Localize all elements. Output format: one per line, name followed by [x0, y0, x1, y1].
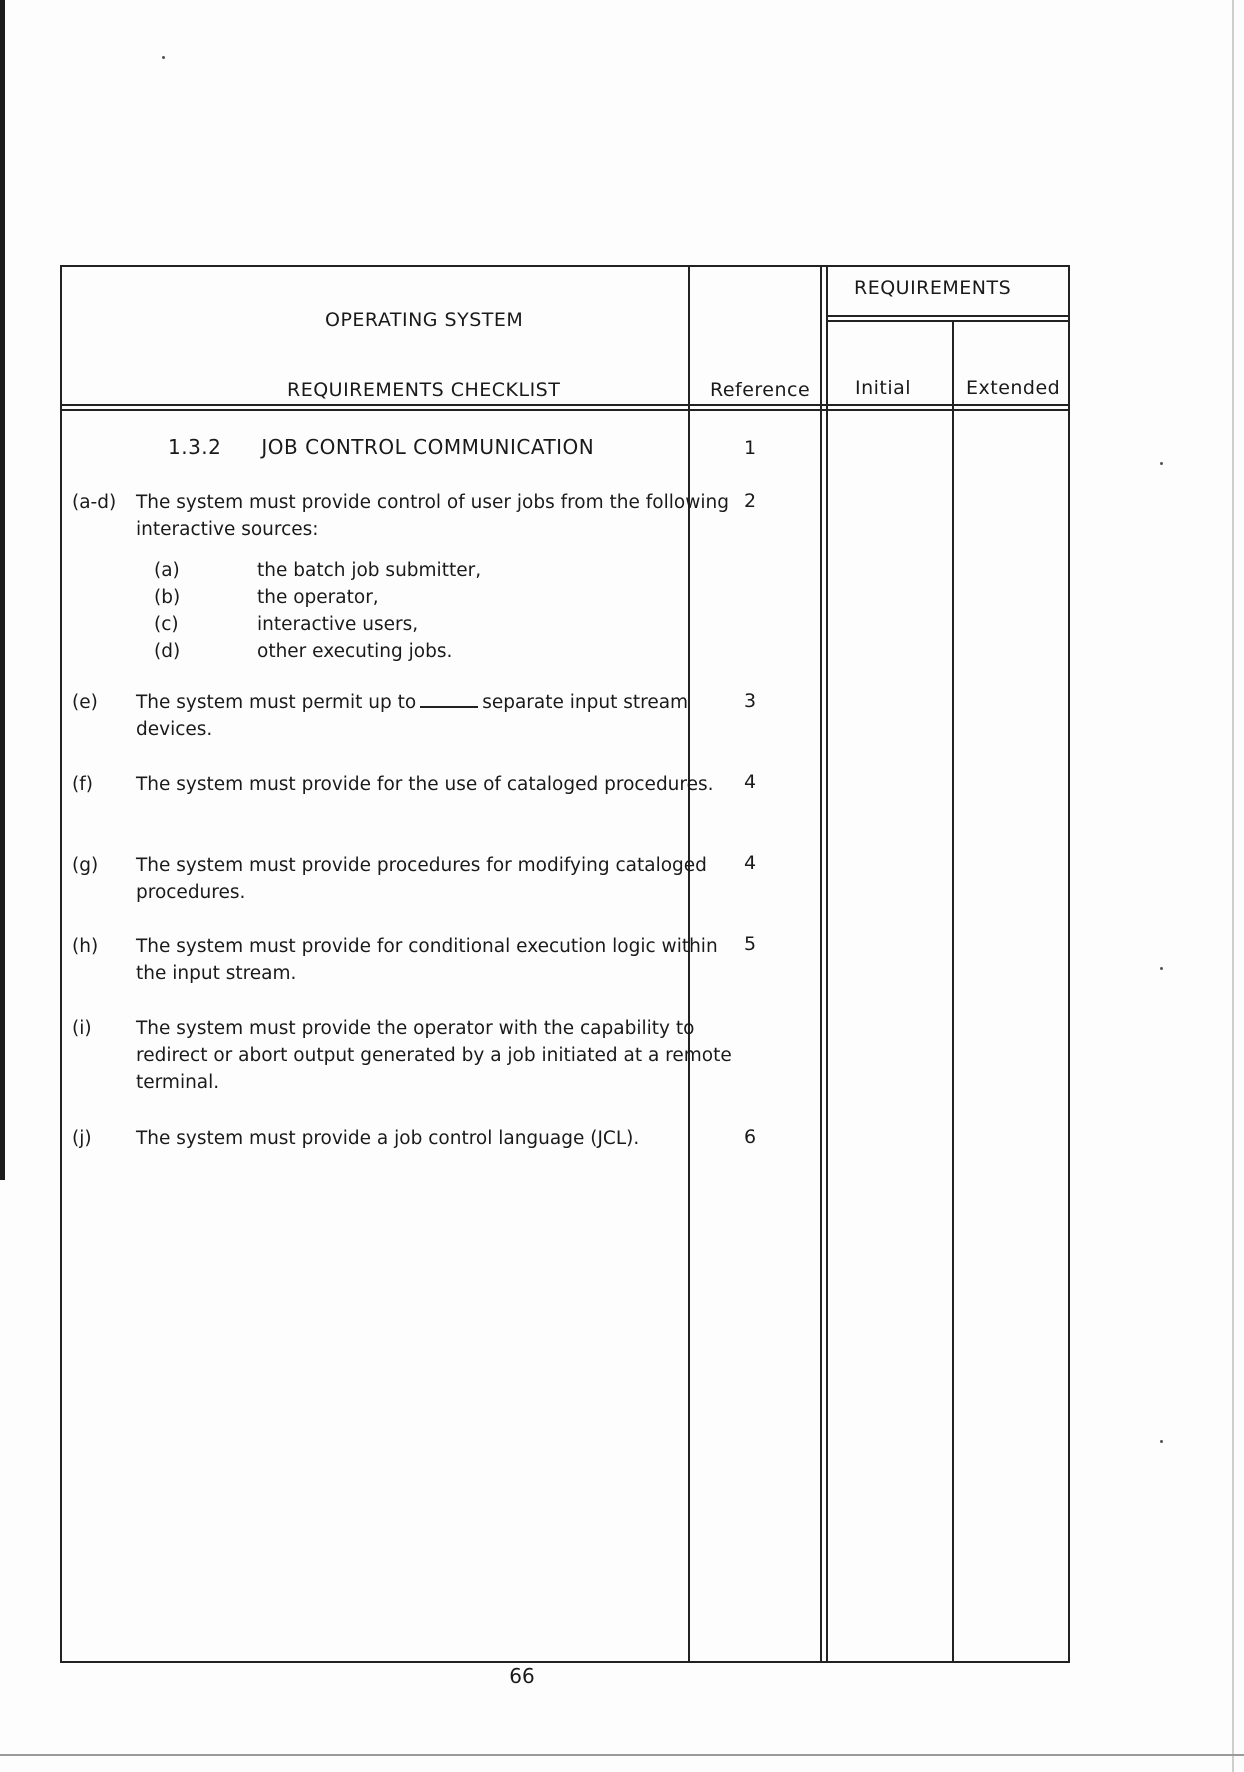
checklist-item-a-d	[72, 489, 752, 665]
initial-column-header: Initial	[855, 377, 912, 399]
fill-in-blank	[420, 690, 478, 708]
list-item	[154, 611, 752, 638]
header-rule-a	[62, 404, 1068, 406]
item-label: (e)	[72, 692, 98, 713]
checklist-item-g	[72, 852, 752, 906]
item-label: (j)	[72, 1128, 92, 1149]
scan-speck	[162, 56, 165, 59]
initial-extended-divider	[952, 321, 954, 1661]
list-item-label: (c)	[154, 614, 179, 635]
list-item-text: interactive users,	[257, 614, 419, 635]
scan-edge-left	[0, 0, 5, 1180]
requirements-group-header: REQUIREMENTS	[854, 277, 1012, 299]
item-text: The system must provide for the use of cataloged procedures.	[136, 774, 714, 795]
item-reference: 2	[743, 490, 757, 512]
item-label: (f)	[72, 774, 93, 795]
item-reference: 4	[743, 852, 757, 874]
section-heading	[168, 435, 594, 459]
item-reference: 5	[743, 933, 757, 955]
requirements-column-divider-a	[820, 267, 822, 1661]
list-item-label: (b)	[154, 587, 181, 608]
item-reference: 6	[743, 1126, 757, 1148]
interactive-sources-list	[154, 557, 752, 665]
requirements-checklist-table	[60, 265, 1070, 1663]
table-title-line1: OPERATING SYSTEM	[325, 309, 524, 331]
checklist-item-j	[72, 1125, 752, 1152]
list-item-text: the batch job submitter,	[257, 560, 482, 581]
list-item	[154, 584, 752, 611]
list-item-label: (d)	[154, 641, 181, 662]
item-text: The system must provide procedures for modifying cataloged procedures.	[136, 855, 707, 903]
item-text: The system must provide the operator with the capability to redirect or abort output generated by a job initiated at a remote terminal.	[136, 1018, 732, 1093]
section-number: 1.3.2	[168, 435, 222, 459]
scan-edge-right	[1232, 0, 1234, 1772]
list-item	[154, 638, 752, 665]
scan-speck	[1160, 462, 1163, 465]
reference-column-header: Reference	[710, 379, 811, 401]
scan-speck	[1160, 967, 1163, 970]
checklist-item-e	[72, 689, 752, 743]
item-label: (a-d)	[72, 492, 117, 513]
item-reference: 4	[743, 771, 757, 793]
item-text: The system must provide for conditional execution logic within the input stream.	[136, 936, 718, 984]
item-label: (i)	[72, 1018, 92, 1039]
item-label: (g)	[72, 855, 99, 876]
extended-column-header: Extended	[966, 377, 1061, 399]
item-label: (h)	[72, 936, 99, 957]
checklist-item-h	[72, 933, 752, 987]
list-item-text: other executing jobs.	[257, 641, 453, 662]
requirements-group-rule-a	[826, 315, 1068, 317]
item-text-before-blank: The system must permit up to	[136, 692, 417, 713]
item-text-after-blank: separate input stream devices.	[136, 692, 689, 740]
item-text	[136, 689, 752, 743]
header-rule-b	[62, 409, 1068, 411]
checklist-item-i	[72, 1015, 760, 1096]
checklist-item-f	[72, 771, 752, 798]
list-item	[154, 557, 752, 584]
page-number: 66	[509, 1664, 535, 1688]
table-title-line2: REQUIREMENTS CHECKLIST	[287, 379, 561, 401]
section-reference: 1	[743, 437, 757, 459]
requirements-group-rule-b	[826, 320, 1068, 322]
list-item-text: the operator,	[257, 587, 379, 608]
section-title: JOB CONTROL COMMUNICATION	[261, 435, 595, 459]
list-item-label: (a)	[154, 560, 180, 581]
item-reference: 3	[743, 690, 757, 712]
scan-speck	[1160, 1440, 1163, 1443]
item-text: The system must provide a job control language (JCL).	[136, 1128, 640, 1149]
item-text: The system must provide control of user jobs from the following interactive sources:	[136, 492, 729, 540]
requirements-column-divider-b	[826, 267, 828, 1661]
scan-edge-bottom	[0, 1754, 1244, 1756]
